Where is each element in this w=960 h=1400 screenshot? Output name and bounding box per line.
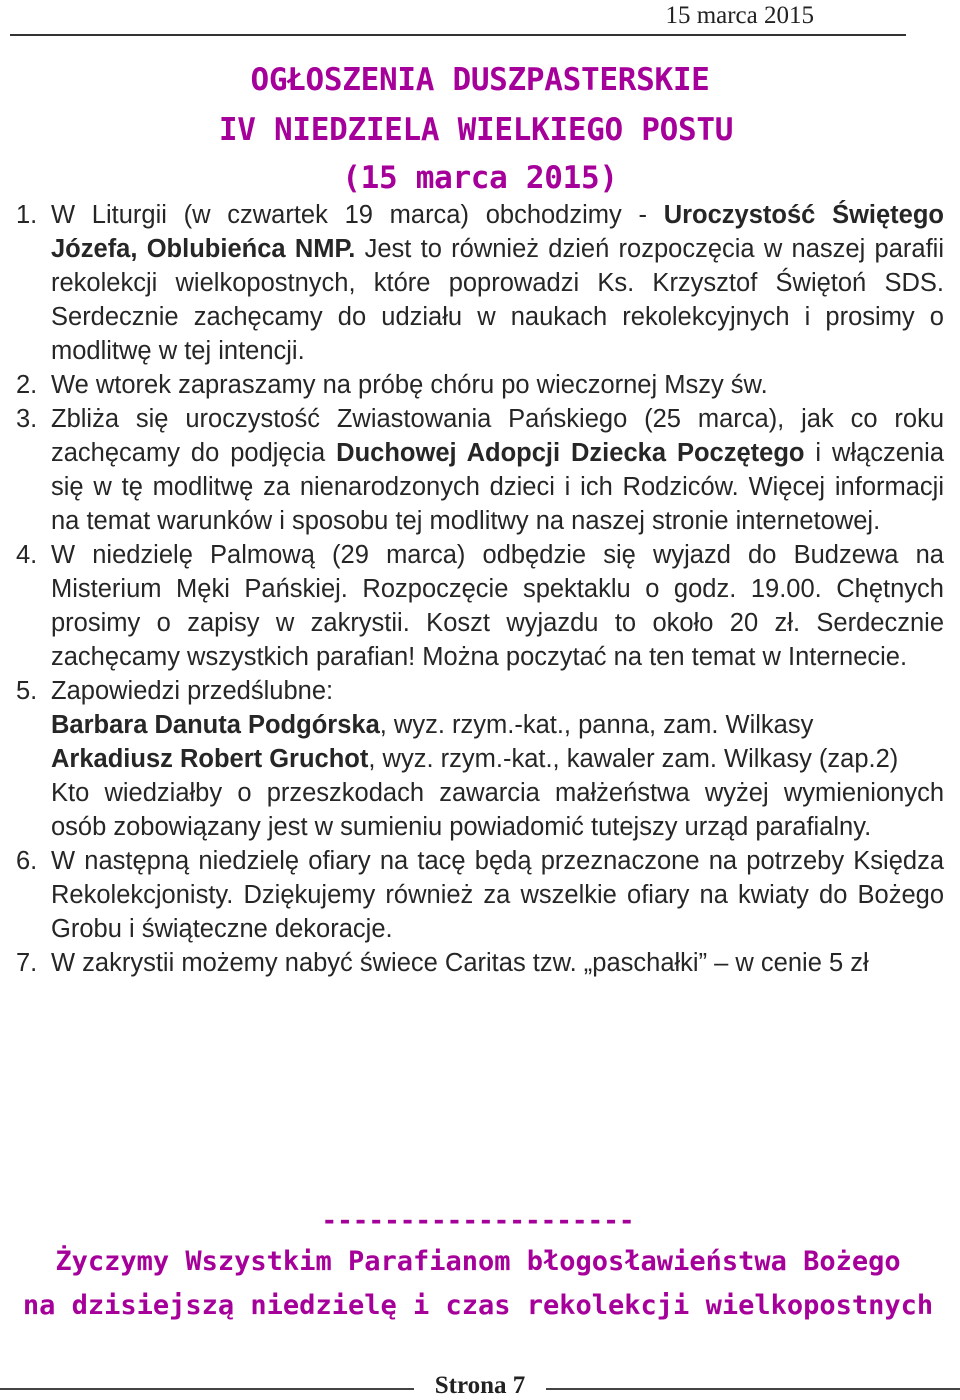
announcement-1 (16, 198, 944, 368)
banns-name: Barbara Danuta Podgórska (51, 711, 380, 739)
header-date: 15 marca 2015 (665, 2, 814, 29)
item-text: We wtorek zapraszamy na próbę chóru po wieczornej Mszy św. (51, 371, 768, 399)
announcement-2 (16, 368, 944, 402)
page-subtitle: IV NIEDZIELA WIELKIEGO POSTU (218, 112, 734, 148)
item-text: W następną niedzielę ofiary na tacę będą przeznaczone na potrzeby Księdza Rekolekcjonisty. Dziękujemy również za wszelkie ofiary na kwiaty do Bożego Grobu i świąteczne dekoracje. (51, 847, 944, 943)
wishes-line-1: Życzymy Wszystkim Parafianom błogosławieństwa Bożego (55, 1246, 901, 1277)
item-emphasis: Uroczystość Świętego Józefa, Oblubieńca NMP. (51, 201, 944, 263)
item-number: 6. (16, 847, 38, 875)
page-date-title: (15 marca 2015) (342, 160, 618, 196)
page-title: OGŁOSZENIA DUSZPASTERSKIE (250, 62, 710, 98)
banns-details: , wyz. rzym.-kat., kawaler zam. Wilkasy (zap.2) (368, 745, 899, 773)
announcement-3 (16, 402, 944, 538)
banns-notice: Kto wiedziałby o przeszkodach zawarcia małżeństwa wyżej wymienionych osób zobowiązany jest w sumieniu powiadomić tutejszy urząd parafialny. (51, 779, 944, 841)
item-text: Zbliża się uroczystość Zwiastowania Pańskiego (25 marca), jak co roku zachęcamy do podjęcia (51, 405, 944, 467)
item-text: i włączenia się w tę modlitwę za nienarodzonych dzieci i ich Rodziców. Więcej informacji na temat warunków i sposobu tej modlitwy na naszej stronie internetowej. (51, 439, 944, 535)
page-number: Strona 7 (434, 1372, 526, 1399)
item-number: 1. (16, 201, 38, 229)
item-number: 5. (16, 677, 38, 705)
banns-details: , wyz. rzym.-kat., panna, zam. Wilkasy (379, 711, 814, 739)
announcement-4 (16, 538, 944, 674)
announcements-list (16, 198, 944, 980)
header-rule (10, 34, 906, 36)
item-text: W niedzielę Palmową (29 marca) odbędzie się wyjazd do Budzewa na Misterium Męki Pańskiej. Rozpoczęcie spektaklu o godz. 19.00. Chętnych prosimy o zapisy w zakrystii. Koszt wyjazdu to około 20 zł. Serdecznie zachęcamy wszystkich parafian! Można poczytać na ten temat w Internecie. (51, 541, 944, 671)
wishes-line-2: na dzisiejszą niedzielę i czas rekolekcji wielkopostnych (22, 1290, 934, 1321)
banns-couple-2 (51, 742, 944, 776)
item-text: Jest to również dzień rozpoczęcia w naszej parafii rekolekcji wielkopostnych, które poprowadzi Ks. Krzysztof Świętoń SDS. Serdecznie zachęcamy do udziału w naukach rekolekcyjnych i prosimy o modlitwę w tej intencji. (51, 235, 944, 365)
item-number: 4. (16, 541, 38, 569)
item-emphasis: Duchowej Adopcji Dziecka Poczętego (336, 439, 805, 467)
item-text: W Liturgii (w czwartek 19 marca) obchodzimy - (51, 201, 664, 229)
footer-rule-right (546, 1388, 960, 1390)
item-number: 2. (16, 371, 38, 399)
footer-rule-left (0, 1388, 414, 1390)
announcement-5 (16, 674, 944, 844)
item-number: 3. (16, 405, 38, 433)
announcement-6 (16, 844, 944, 946)
banns-heading: Zapowiedzi przedślubne: (51, 677, 334, 705)
banns-couple-1 (51, 708, 944, 742)
item-text: W zakrystii możemy nabyć świece Caritas tzw. „paschałki” – w cenie 5 zł (51, 949, 869, 977)
separator: -------------------- (321, 1206, 635, 1236)
announcement-7 (16, 946, 944, 980)
banns-name: Arkadiusz Robert Gruchot (51, 745, 369, 773)
item-number: 7. (16, 949, 38, 977)
